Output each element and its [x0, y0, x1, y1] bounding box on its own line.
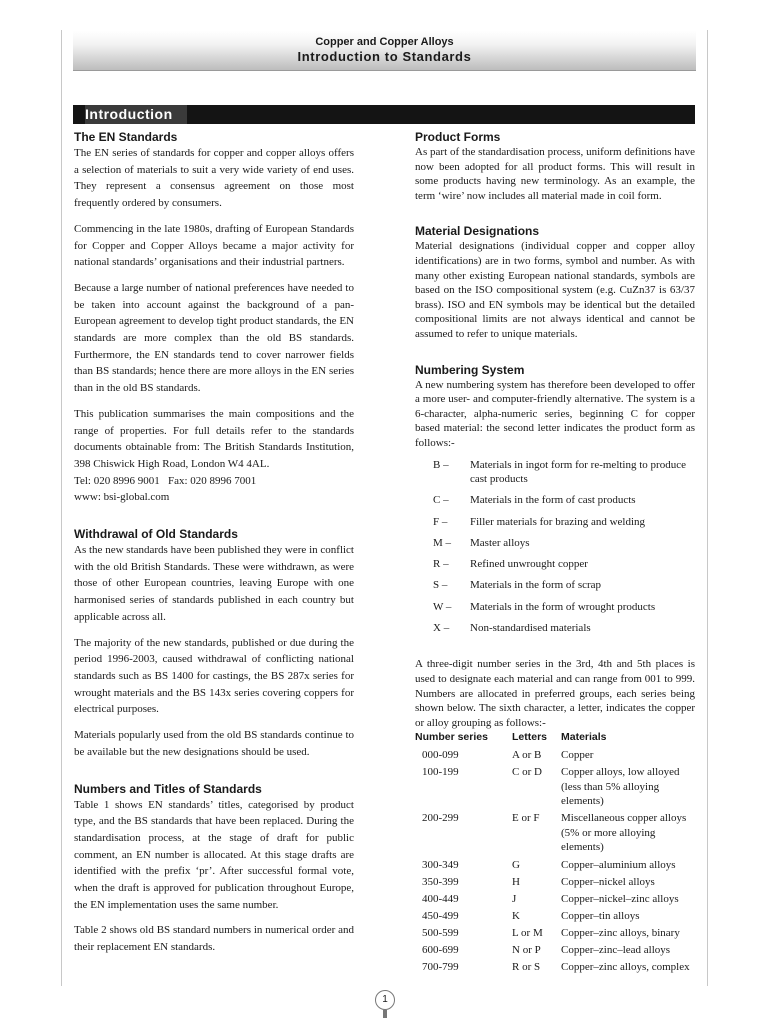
cell-letters: G [512, 858, 520, 871]
code-desc: Materials in the form of scrap [470, 579, 602, 592]
code-key: C – [433, 494, 449, 507]
code-desc: Materials in ingot form for re-melting to produce cast products [470, 458, 686, 485]
cell-materials: Copper–aluminium alloys [561, 858, 676, 871]
table-row [415, 855, 695, 872]
numbers-titles-para-1: Table 1 shows EN standards’ titles, categorised by product type, and the BS standards that have been replaced. During the standardisation process, at the stage of draft for public comment, an EN number is allocated. At this stage drafts are identified with the prefix ‘pr’. After successful formal vote, when the draft is approved for publication throughout Europe, the EN implementation uses the same number. [74, 798, 354, 911]
code-key: B – [433, 458, 449, 471]
code-desc: Master alloys [470, 536, 530, 549]
code-key: W – [433, 600, 452, 613]
code-desc: Non-standardised materials [470, 622, 591, 635]
table-row [415, 906, 695, 923]
column-header: Number series [415, 731, 488, 744]
withdrawal-para-3: Materials popularly used from the old BS standards continue to be available but the new designations should be used. [74, 729, 354, 758]
table-row [415, 809, 695, 855]
cell-materials: Copper [561, 748, 594, 761]
table-row [415, 889, 695, 906]
page-header [73, 31, 696, 71]
en-standards-para-4: This publication summarises the main compositions and the range of properties. For full details refer to the standards documents obtainable from: The British Standards Institution, 398 Chiswick High Road, London W4 4AL. [74, 407, 354, 470]
code-key: M – [433, 536, 452, 549]
heading-numbering-system: Numbering System [415, 362, 525, 377]
table-row [415, 923, 695, 940]
bsi-website: www: bsi-global.com [74, 491, 170, 504]
code-key: S – [433, 579, 448, 592]
cell-letters: H [512, 875, 520, 888]
list-item [433, 493, 695, 508]
cell-number-series: 600-699 [422, 943, 459, 956]
list-item [433, 557, 695, 572]
cell-letters: L or M [512, 926, 543, 939]
en-standards-para-3: Because a large number of national preferences have needed to be taken into account against the background of a pan-European agreement to develop tight product standards, the EN standards are more complex than the old BS standards. Furthermore, the EN standards tend to cover narrower fields than BS standards; hence there are more alloys in the EN series than in the old BS standards. [74, 281, 354, 395]
withdrawal-para-2: The majority of the new standards, published or due during the period 1996-2003, caused withdrawal of conflicting national standards such as BS 1400 for castings, the BS 287x series for wrought materials and the BS 143x series covering coppers for electrical purposes. [74, 636, 354, 716]
heading-material-designations: Material Designations [415, 224, 540, 239]
right-column [415, 130, 695, 975]
heading-withdrawal: Withdrawal of Old Standards [74, 527, 238, 542]
column-header: Materials [561, 731, 607, 744]
table-row [415, 940, 695, 957]
column-header: Letters [512, 731, 548, 744]
code-desc: Filler materials for brazing and welding [470, 515, 646, 528]
cell-number-series: 000-099 [422, 748, 459, 761]
cell-materials: Copper–nickel alloys [561, 875, 655, 888]
cell-letters: N or P [512, 943, 541, 956]
cell-letters: C or D [512, 765, 542, 778]
cell-materials: Miscellaneous copper alloys (5% or more alloying elements) [561, 812, 687, 854]
table-row [415, 872, 695, 889]
cell-materials: Copper–tin alloys [561, 909, 640, 922]
list-item [433, 458, 695, 487]
list-item [433, 621, 695, 636]
right-margin-rule [707, 30, 708, 986]
code-desc: Materials in the form of cast products [470, 494, 636, 507]
bsi-contact-phone: Tel: 020 8996 9001 Fax: 020 8996 7001 [74, 474, 257, 487]
code-desc: Materials in the form of wrought products [470, 600, 656, 613]
cell-materials: Copper–nickel–zinc alloys [561, 892, 679, 905]
en-standards-para-2: Commencing in the late 1980s, drafting of European Standards for Copper and Copper Alloys became a major activity for national standards’ organisations and their industrial partners. [74, 222, 354, 269]
table-row [415, 958, 695, 975]
cell-number-series: 100-199 [422, 765, 459, 778]
table-row [415, 745, 695, 762]
en-standards-para-1: The EN series of standards for copper and copper alloys offers a selection of materials to suit a very wide variety of end uses. They represent a consensus agreement on those most frequently ordered by consumers. [74, 147, 354, 210]
table-header-row [415, 730, 695, 745]
left-margin-rule [61, 30, 62, 986]
cell-letters: A or B [512, 748, 542, 761]
code-key: R – [433, 558, 449, 571]
heading-product-forms: Product Forms [415, 130, 501, 144]
cell-letters: K [512, 909, 520, 922]
list-item [433, 600, 695, 615]
cell-number-series: 400-449 [422, 892, 459, 905]
header-title: Introduction to Standards [297, 49, 472, 64]
cell-letters: R or S [512, 961, 541, 974]
numbers-titles-para-2: Table 2 shows old BS standard numbers in numerical order and their replacement EN standards. [74, 924, 354, 954]
cell-materials: Copper–zinc–lead alloys [561, 943, 671, 956]
numbering-system-para-2: A three-digit number series in the 3rd, 4th and 5th places is used to designate each material and can range from 001 to 999. Numbers are allocated in preferred groups, each series being shown below. The sixth character, a letter, indicates the copper or alloy grouping as follows:- [415, 658, 695, 729]
code-desc: Refined unwrought copper [470, 558, 588, 571]
page-number: 1 [375, 990, 395, 1010]
cell-number-series: 700-799 [422, 961, 459, 974]
list-item [433, 536, 695, 551]
section-bar [73, 105, 695, 124]
cell-number-series: 350-399 [422, 875, 459, 888]
material-designations-para: Material designations (individual copper and copper alloy identifications) are in two forms, symbol and number. As with many other existing European national standards, symbols are based on the ISO compositional system (e.g. CuZn37 is 63/37 brass). ISO and EN symbols may be identical but the detailed compositional limits are not always identical and cannot be assumed to refer to unique materials. [415, 240, 695, 340]
page-number-marker [383, 1010, 387, 1018]
product-forms-para: As part of the standardisation process, uniform definitions have now been adopted for all product forms. This will result in some products having new terminology. As an example, the term ‘wire’ now includes all material made in coil form. [415, 146, 695, 202]
left-column [74, 130, 354, 956]
withdrawal-para-1: As the new standards have been published they were in conflict with the old British Standards. These were withdrawn, as were those of other European countries, leaving Europe with one harmonised series of standards published in each country but applicable across all. [74, 544, 354, 623]
heading-en-standards: The EN Standards [74, 130, 178, 144]
cell-materials: Copper alloys, low alloyed (less than 5% alloying elements) [561, 765, 680, 808]
heading-numbers-titles: Numbers and Titles of Standards [74, 781, 262, 796]
cell-letters: J [512, 892, 517, 905]
header-subtitle: Copper and Copper Alloys [315, 36, 454, 48]
cell-number-series: 500-599 [422, 926, 459, 939]
cell-number-series: 300-349 [422, 858, 459, 871]
cell-letters: E or F [512, 812, 540, 825]
cell-materials: Copper–zinc alloys, complex [561, 961, 690, 974]
cell-number-series: 200-299 [422, 812, 459, 825]
code-key: X – [433, 622, 450, 635]
numbering-system-para-1: A new numbering system has therefore been developed to offer a more user- and computer-friendly alternative. The system is a 6-character, alpha-numeric series, beginning C for copper based material: the second letter indicates the product form as follows:- [415, 378, 695, 449]
cell-number-series: 450-499 [422, 909, 459, 922]
product-form-code-list [433, 458, 695, 636]
list-item [433, 515, 695, 530]
cell-materials: Copper–zinc alloys, binary [561, 926, 680, 939]
table-row [415, 762, 695, 808]
number-series-table [415, 730, 695, 974]
section-bar-label: Introduction [85, 105, 187, 124]
list-item [433, 578, 695, 593]
code-key: F – [433, 515, 448, 528]
